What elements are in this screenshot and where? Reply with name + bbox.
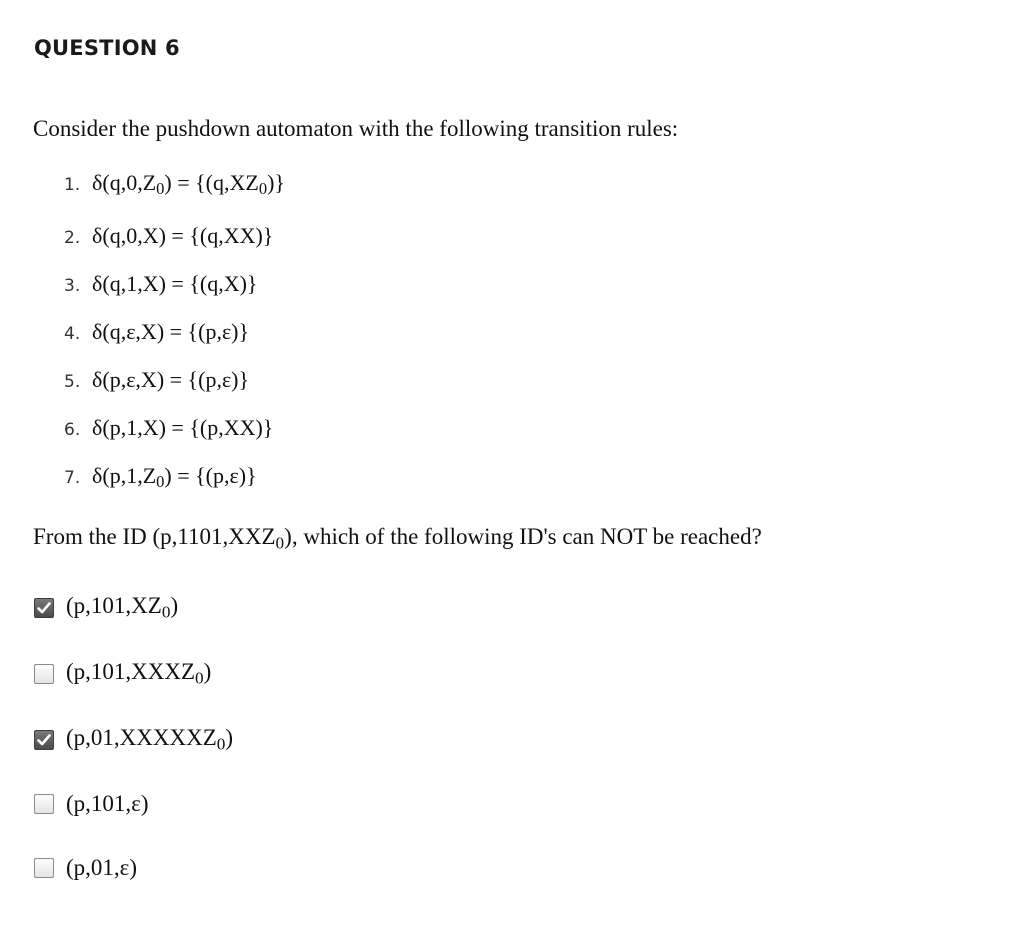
option-checkbox[interactable]	[34, 858, 54, 878]
question-prompt: Consider the pushdown automaton with the following transition rules:	[33, 116, 679, 141]
rule-2	[64, 223, 273, 249]
rule-expression: δ(p,ε,X) = {(p,ε)}	[92, 367, 250, 392]
option-1[interactable]	[34, 593, 178, 622]
option-2[interactable]	[34, 659, 211, 688]
rule-4	[64, 319, 249, 345]
option-checkbox-checked[interactable]	[34, 598, 54, 618]
rule-expression: δ(p,1,X) = {(p,XX)}	[92, 415, 274, 440]
rule-1	[64, 170, 285, 199]
rule-7	[64, 463, 257, 492]
rule-number: 3.	[64, 276, 81, 296]
rule-3	[64, 271, 257, 297]
option-checkbox[interactable]	[34, 794, 54, 814]
rule-expression: δ(q,0,X) = {(q,XX)}	[92, 223, 274, 248]
rule-number: 2.	[64, 228, 81, 248]
rule-number: 7.	[64, 468, 81, 488]
option-5[interactable]	[34, 855, 137, 881]
option-label: (p,101,ε)	[66, 791, 149, 816]
option-label: $(p,101,XXXZ_0)$	[66, 659, 212, 688]
question-ask: From the ID $(p,1101,XXZ_0)$, which of the following ID's can NOT be reached?	[33, 524, 762, 553]
rule-number: 4.	[64, 324, 81, 344]
checkmark-icon	[36, 732, 52, 748]
rule-number: 5.	[64, 372, 81, 392]
rule-number: 6.	[64, 420, 81, 440]
option-checkbox-checked[interactable]	[34, 730, 54, 750]
option-label: (p,01,ε)	[66, 855, 137, 880]
rule-expression: δ(q,1,X) = {(q,X)}	[92, 271, 258, 296]
rule-expression: $\delta(p,1,Z_0) = \{(p,\varepsilon)\}$	[92, 463, 257, 492]
option-4[interactable]	[34, 791, 148, 817]
rule-number: 1.	[64, 175, 81, 195]
rule-expression: δ(q,ε,X) = {(p,ε)}	[92, 319, 250, 344]
option-label: $(p,101,XZ_0)$	[66, 593, 179, 622]
rule-6	[64, 415, 273, 441]
question-title: QUESTION 6	[34, 36, 180, 60]
option-label: $(p,01,XXXXXZ_0)$	[66, 725, 234, 754]
option-checkbox[interactable]	[34, 664, 54, 684]
checkmark-icon	[36, 600, 52, 616]
rule-expression: $\delta(q,0,Z_0) = \{(q,XZ_0)\}$	[92, 170, 285, 199]
option-3[interactable]	[34, 725, 233, 754]
rule-5	[64, 367, 249, 393]
